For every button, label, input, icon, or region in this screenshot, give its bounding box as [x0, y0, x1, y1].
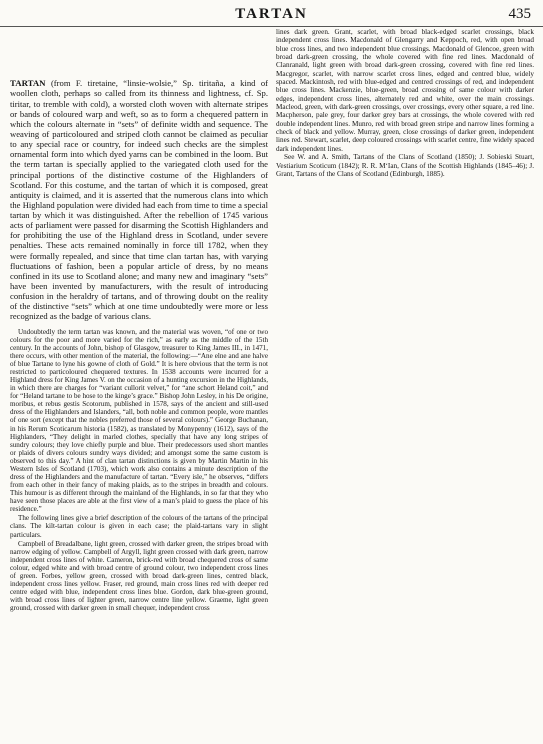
bibliography-paragraph: See W. and A. Smith, Tartans of the Clans of Scotland (1850); J. Sobieski Stuart, Vestiarium Scoticum (1842); R. R. M‘Ian, Clans of the Scottish Highlands (1845–46); J. Grant, Tartans of the Clans of Scotland (Edinburgh, 1885). — [276, 153, 534, 178]
page-title: TARTAN — [235, 6, 308, 22]
intro-colours-paragraph: The following lines give a brief description of the colours of the tartans of the principal clans. The kilt-tartan colour is given in each case; the plaid-tartans vary in slight particulars. — [10, 514, 268, 539]
history-paragraph: Undoubtedly the term tartan was known, and the material was woven, “of one or two colours for the poor and more varied for the rich,” as early as the middle of the 15th century. In the accounts of John, bishop of Glasgow, treasurer to King James III., in 1471, there occurs, with other mention of the material, the following:—“Ane elne and ane halve of blue Tartane to lyne his gowne of cloth of Gold.” It is here obvious that the term is not restricted to particoloured chequered textures. In 1538 accounts were incurred for a Highland dress for King James V. on the occasion of a hunting excursion in the Highlands, in which there are charges for “variant cullorit velvet,” for “ane schort Heland coit,” and for “Heland tartane to be hose to the kinge’s grace.” Bishop John Lesley, in his De origine, moribus, et rebus gestis Scotorum, published in 1578, says of the ancient and still-used dress of the Highlanders and Islanders, “all, both noble and common people, wore mantles of one sort (except that the nobles preferred those of several colours).” George Buchanan, in his Rerum Scoticarum historia (1582), as translated by Monypenny (1612), says of the Highlanders, “They delight in marled clothes, specially that have any long stripes of sundry colours; they love chiefly purple and blue. Their predecessors used short mantles or plaids of divers colours sundry ways divided; and amongst some the same custom is observed to this day.” A hint of clan tartan distinctions is given by Martin Martin in his Western Isles of Scotland (1703), which work also contains a minute description of the dress of the Highlanders and the manufacture of tartan. “Every isle,” he observes, “differs from each other in their fancy of making plaids, as to the stripes in breadth and colours. This humour is as different through the mainland of the Highlands, in so far that they who have seen those places are able at the first view of a man’s plaid to guess the place of his residence.” — [10, 327, 268, 514]
lead-text: (from F. tiretaine, “linsie-wolsie,” Sp. tiritaña, a kind of woollen cloth, perhaps so called from its thinness and lightness, cf. Sp. tiritar, to tremble with cold), a worsted cloth woven with alternate stripes or bands of coloured warp and weft, so as to form a chequered pattern in which the colours alternate in “sets” of definite width and sequence. The weaving of particoloured and striped cloth cannot be claimed as peculiar to any special race or country, for indeed such checks are the simplest ornamental form into which dyed yarns can be combined in the loom. But the term tartan is specially applied to the variegated cloth used for the principal portions of the distinctive costume of the Highlanders of Scotland. For this costume, and the tartan of which it is composed, great antiquity is claimed, and it is asserted that the numerous clans into which the Highland population were divided had each from time to time a special tartan by which it was distinguished. After the rebellion of 1745 various acts of parliament were passed for disarming the Scottish Highlanders and for prohibiting the use of the Highland dress in Scotland, under severe penalties. These acts remained nominally in force till 1782, when they were formally repealed, and since that time clan tartan has, with varying fluctuations of fashion, been a popular article of dress, by no means confined in its use to Scotland alone; and many new and imaginary “sets” have been invented by manufacturers, with the result of introducing confusion in the heraldry of tartans, and of throwing doubt on the reality of the distinctive “sets” which at one time undoubtedly were more or less recognized as the badge of various clans. — [10, 78, 268, 322]
small-print-section — [10, 328, 268, 613]
clan-colours-paragraph: Campbell of Breadalbane, light green, crossed with darker green, the stripes broad with narrow edging of yellow. Campbell of Argyll, light green crossed with dark green, narrow independent cross lines of white. Cameron, brick-red with broad chequered cross of same colour, edged white and with broad centre of ground colour, two independent cross lines of green. Forbes, yellow green, crossed with broad dark-green lines, centred black, independent cross lines yellow. Fraser, red ground, main cross lines red with deeper red centre edged with blue, independent cross lines blue. Gordon, dark blue-green ground, with broad cross lines of lighter green, narrow centre line yellow. Graeme, light green ground, crossed with darker green in small chequer, independent cross — [10, 539, 268, 613]
page-number: 435 — [508, 6, 531, 22]
right-column — [276, 28, 534, 328]
headword: TARTAN — [10, 78, 46, 88]
left-column — [10, 28, 268, 738]
clan-colours-continued: lines dark green. Grant, scarlet, with broad black-edged scarlet crossings, black independent cross lines. Macdonald of Glengarry and Keppoch, red, with open broad blue cross lines, and two independent blue crossings. Macdonald of Glencoe, green with broad dark-green crossing, the whole covered with fine red lines. Macdonald of Clanranald, light green with broad dark-green crossing, covered with fine red lines. Macgregor, scarlet, with narrow scarlet cross lines, edged and centred blue, widely spaced. Mackintosh, red with blue-edged and centred crossings of red, and independent blue cross lines. Mackenzie, blue-green, broad crossing of same colour with darker edges, independent cross lines, alternately red and white, over the main crossings. Macleod, green, with dark-green crossings, over crossings, every other square, a red line. Macpherson, pale grey, four darker grey bars at crossings, the whole covered with red double independent lines. Munro, red with broad green stripe and narrow lines forming a check of black and yellow. Murray, green, close crossings of darker green, independent lines red. Stewart, scarlet, deep coloured crossings with scarlet centre, fine widely spaced dark independent lines. — [276, 28, 534, 153]
entry-lead-paragraph — [10, 78, 268, 322]
running-head — [0, 4, 543, 27]
